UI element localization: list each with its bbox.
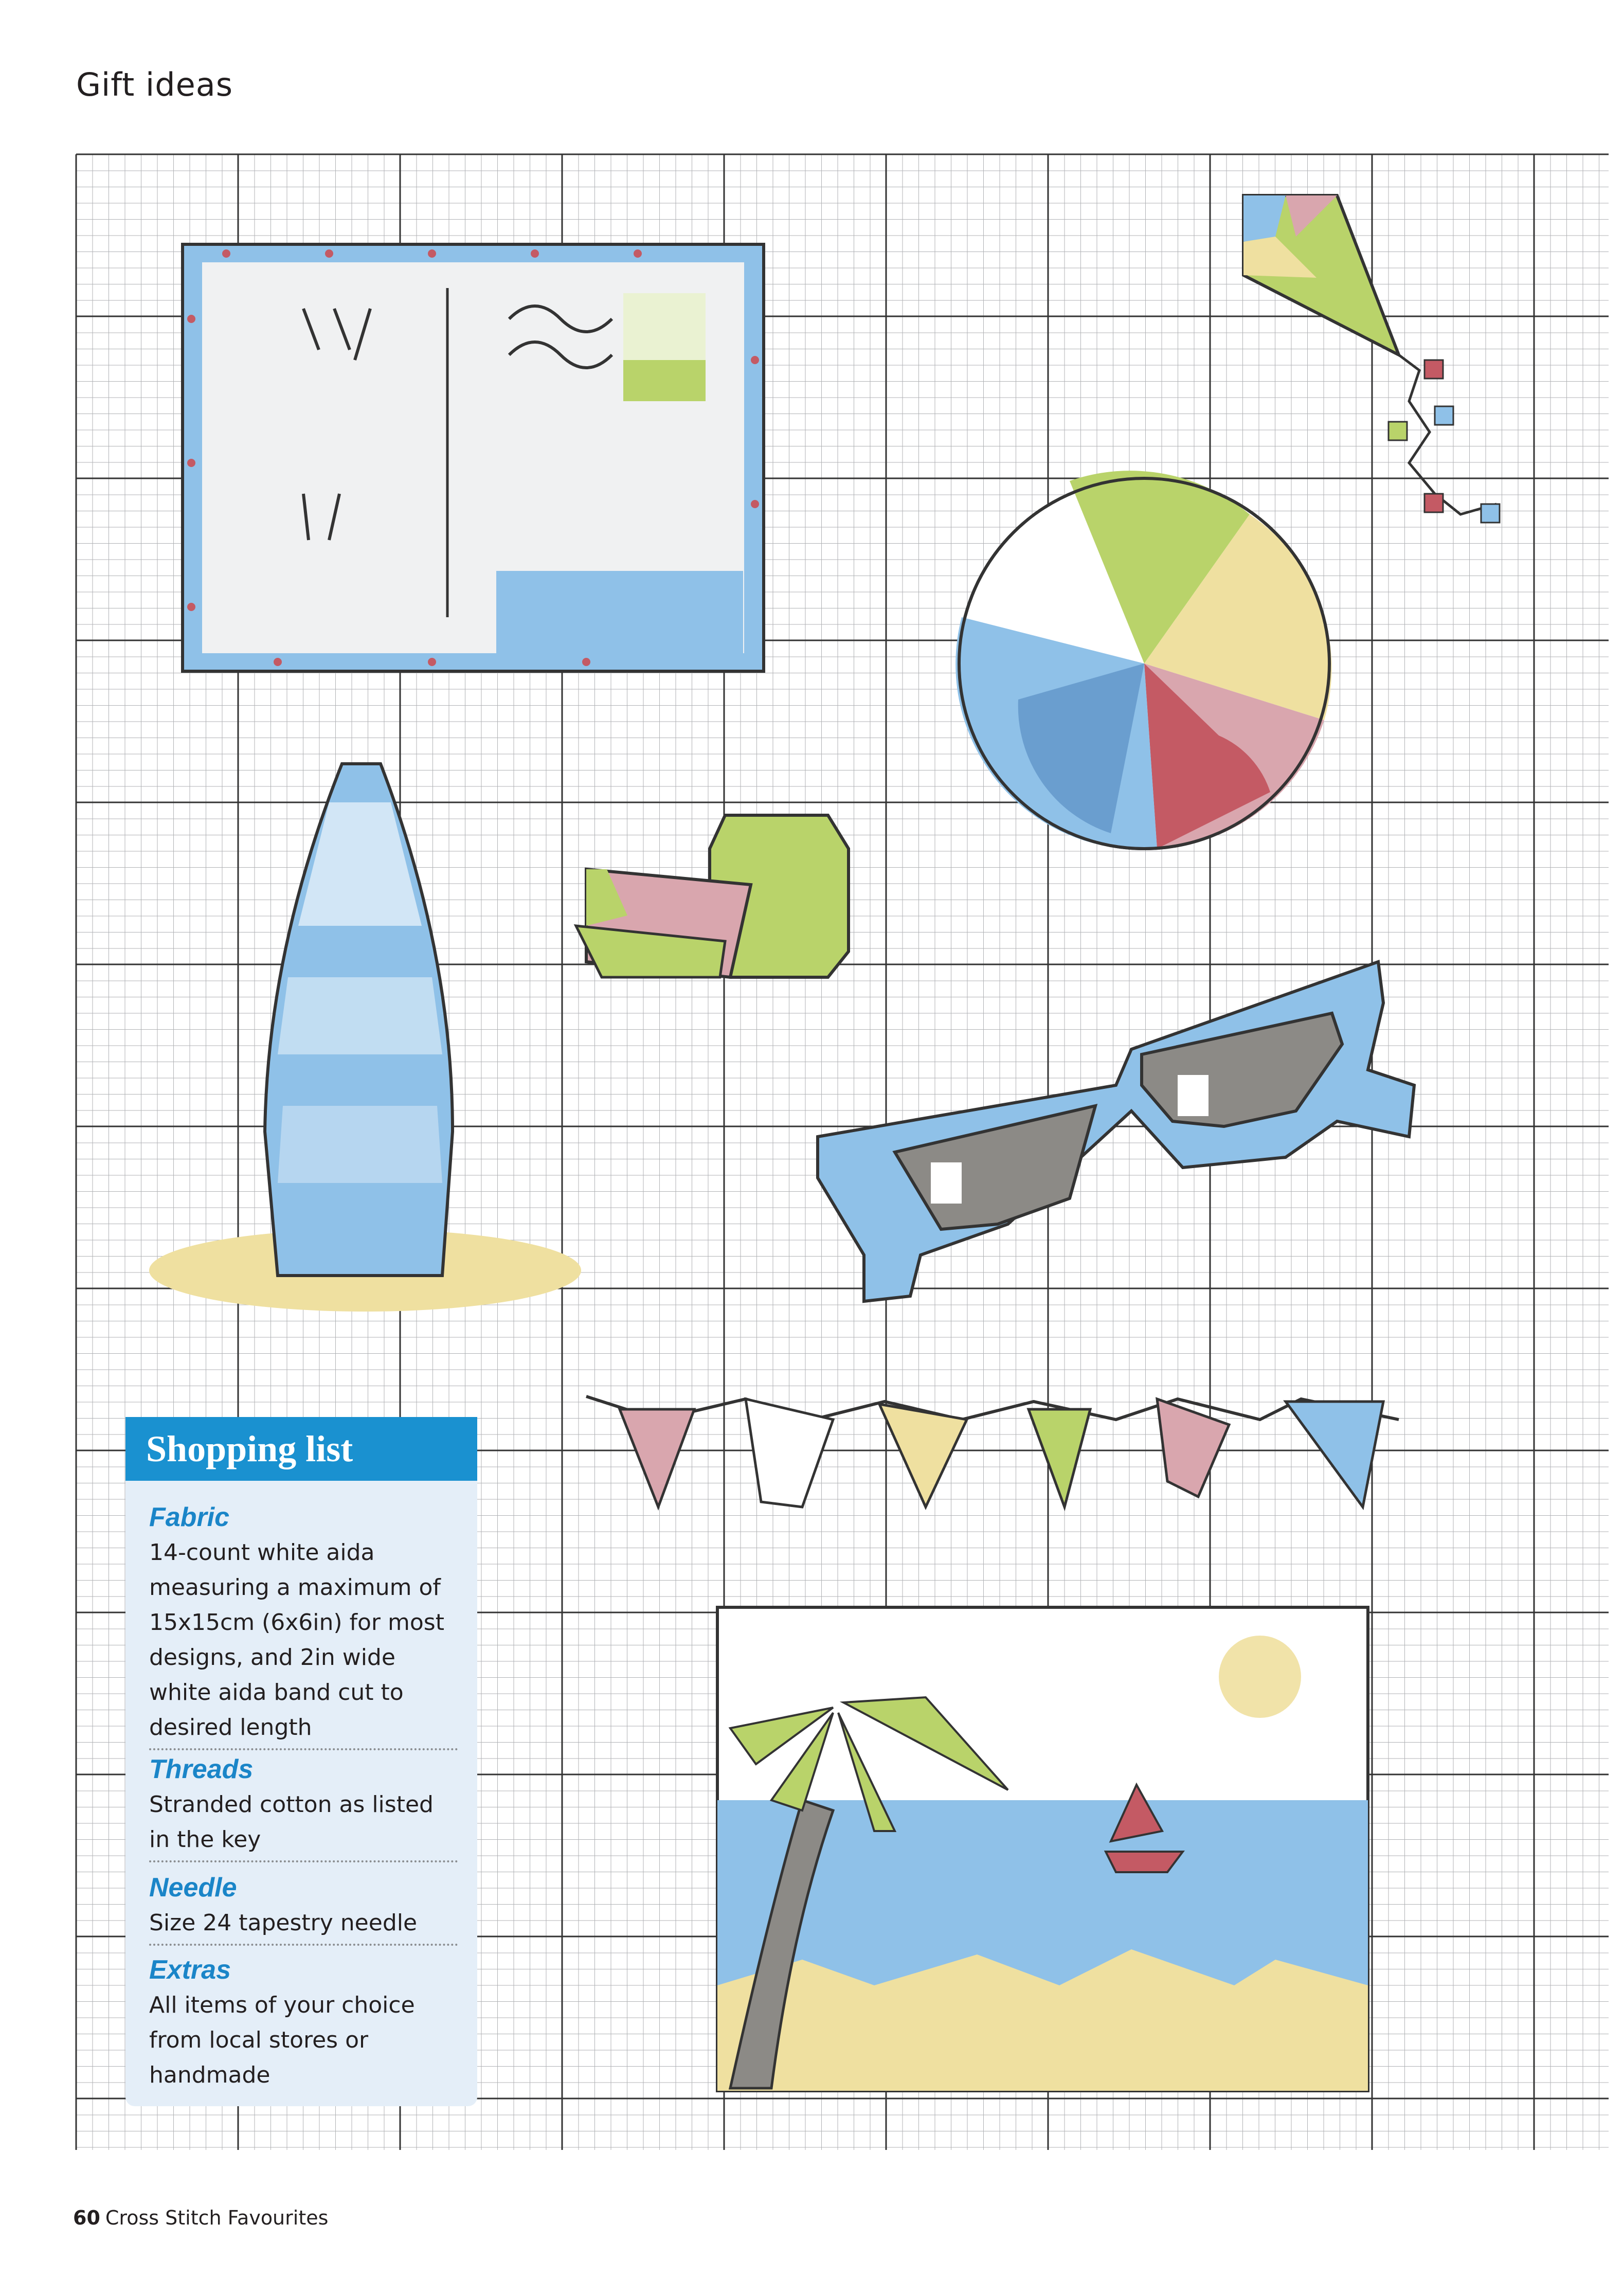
fabric-heading: Fabric: [149, 1502, 230, 1532]
shopping-list-panel: [125, 1417, 477, 2106]
beach-scene-motif: [717, 1607, 1368, 2091]
page-footer: [73, 2207, 328, 2229]
extras-text: All items of your choice from local stores or handmade: [149, 1992, 415, 2088]
extras-heading: Extras: [149, 1955, 231, 1985]
fabric-text: 14-count white aida measuring a maximum of 15x15cm (6x6in) for most designs, and 2in wide white aida band cut to desired length: [149, 1539, 444, 1741]
publication-name: Cross Stitch Favourites: [105, 2207, 329, 2229]
needle-text: Size 24 tapestry needle: [149, 1910, 418, 1936]
needle-heading: Needle: [149, 1873, 237, 1903]
page-number: 60: [73, 2207, 100, 2229]
threads-section: [149, 1751, 458, 1862]
extras-section: [149, 1952, 458, 2096]
threads-heading: Threads: [149, 1754, 254, 1784]
postcard-motif: [183, 244, 764, 671]
needle-section: [149, 1870, 458, 1946]
section-header: Gift ideas: [76, 66, 233, 103]
threads-text: Stranded cotton as listed in the key: [149, 1791, 434, 1853]
shopping-list-title: Shopping list: [125, 1417, 477, 1481]
fabric-section: [149, 1499, 458, 1750]
